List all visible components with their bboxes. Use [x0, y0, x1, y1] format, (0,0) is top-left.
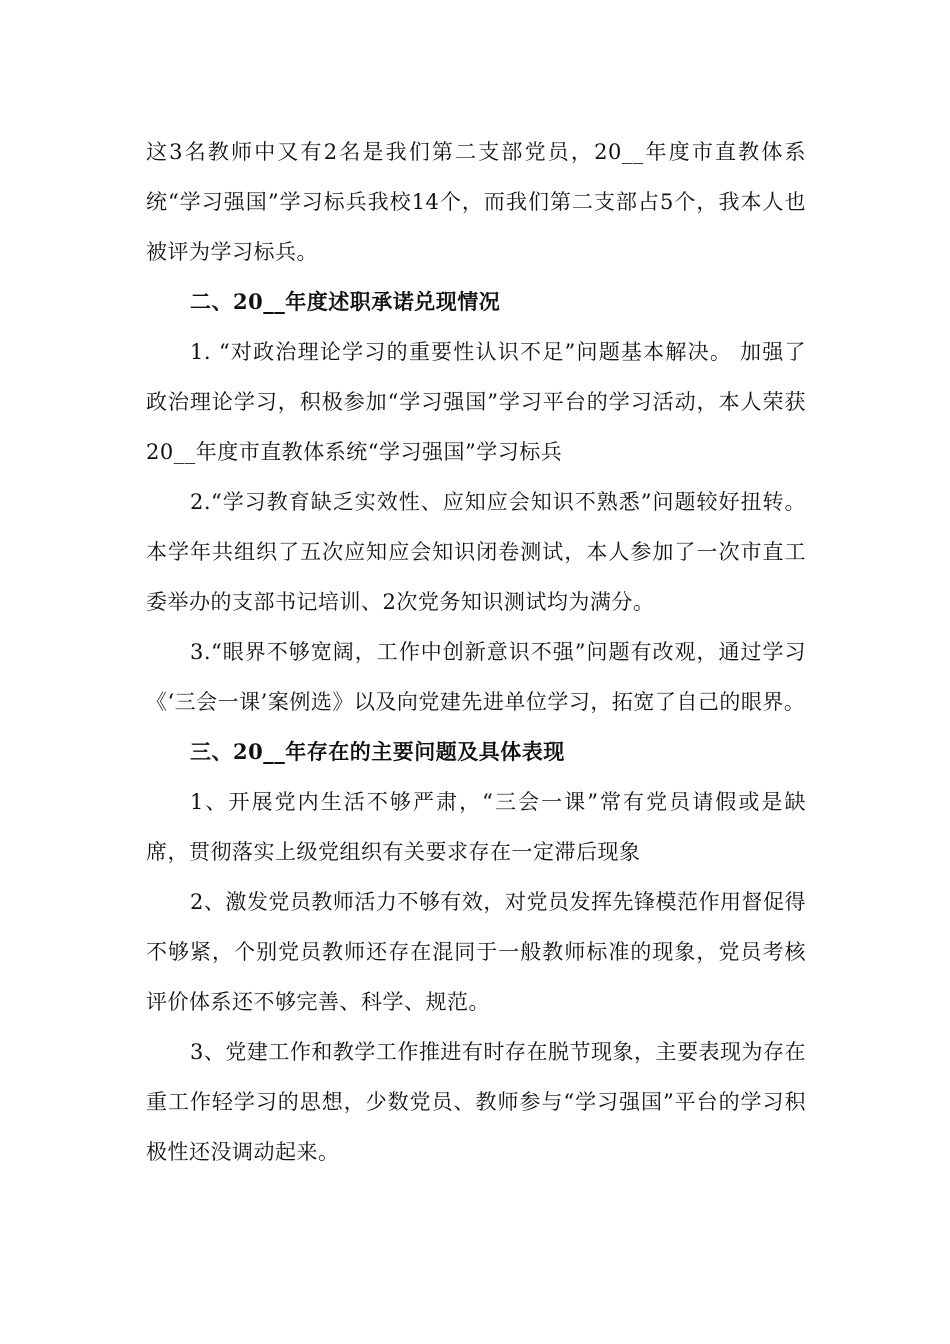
problem-item-2: 2、激发党员教师活力不够有效，对党员发挥先锋模范作用督促得不够紧，个别党员教师还存在混同于一般教师标准的现象，党员考核评价体系还不够完善、科学、规范。	[146, 890, 806, 1014]
problem-item-3: 3、党建工作和教学工作推进有时存在脱节现象，主要表现为存在重工作轻学习的思想，少数党员、教师参与“学习强国”平台的学习积极性还没调动起来。	[146, 1040, 806, 1164]
problem-item-1: 1、开展党内生活不够严肃，“三会一课”常有党员请假或是缺席，贯彻落实上级党组织有关要求存在一定滞后现象	[146, 790, 806, 864]
section-heading-3: 三、20__年存在的主要问题及具体表现	[190, 739, 565, 764]
paragraph-item-1: 1. “对政治理论学习的重要性认识不足”问题基本解决。 加强了政治理论学习，积极参加“学习强国”学习平台的学习活动，本人荣获20__年度市直教体系统“学习强国”学习标兵	[146, 340, 806, 464]
document-body	[146, 127, 806, 1177]
paragraph-item-3: 3.“眼界不够宽阔，工作中创新意识不强”问题有改观，通过学习《‘三会一课’案例选》以及向党建先进单位学习，拓宽了自己的眼界。	[146, 640, 806, 714]
paragraph-item-2: 2.“学习教育缺乏实效性、应知应会知识不熟悉”问题较好扭转。本学年共组织了五次应知应会知识闭卷测试，本人参加了一次市直工委举办的支部书记培训、2次党务知识测试均为满分。	[146, 490, 806, 614]
paragraph-continuation: 这3名教师中又有2名是我们第二支部党员，20__年度市直教体系统“学习强国”学习标兵我校14个，而我们第二支部占5个，我本人也被评为学习标兵。	[146, 140, 806, 264]
section-heading-2: 二、20__年度述职承诺兑现情况	[190, 289, 501, 314]
